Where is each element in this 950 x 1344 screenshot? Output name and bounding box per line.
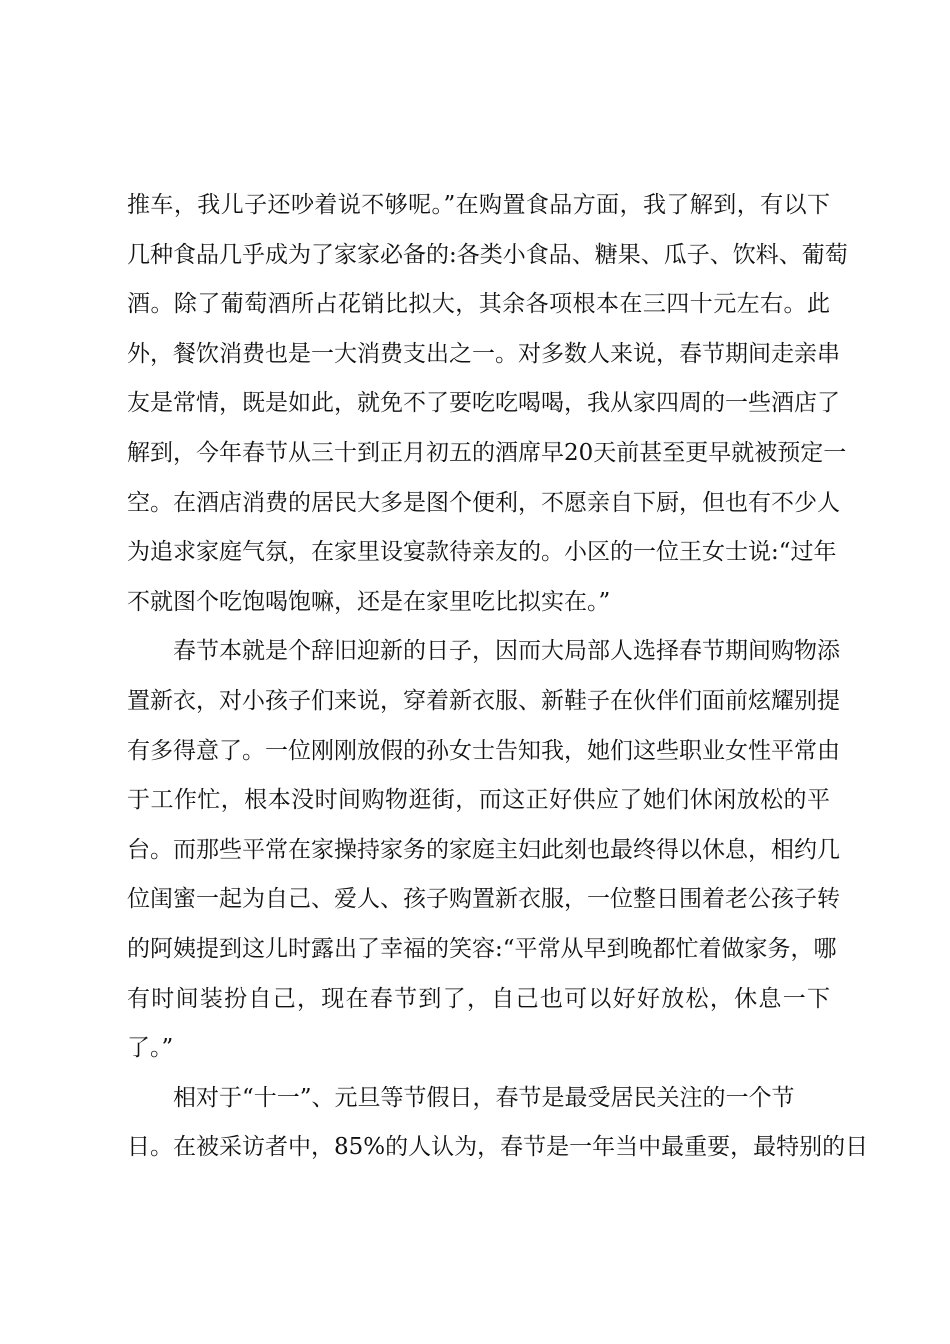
text-line: 了。” <box>127 1035 174 1062</box>
text-line: 酒。除了葡萄酒所占花销比拟大，其余各项根本在三四十元左右。此 <box>127 291 830 318</box>
text-line: 不就图个吃饱喝饱嘛，还是在家里吃比拟实在。” <box>127 588 611 615</box>
text-line: 置新衣，对小孩子们来说，穿着新衣服、新鞋子在伙伴们面前炫耀别提 <box>127 687 840 714</box>
text-line: 几种食品几乎成为了家家必备的:各类小食品、糖果、瓜子、饮料、葡萄 <box>127 241 848 268</box>
paragraph-3 <box>127 1074 869 1173</box>
text-line: 空。在酒店消费的居民大多是图个便利，不愿亲自下厨，但也有不少人 <box>127 489 840 516</box>
text-line: 的阿姨提到这儿时露出了幸福的笑容:“平常从早到晚都忙着做家务，哪 <box>127 935 837 962</box>
text-line: 台。而那些平常在家操持家务的家庭主妇此刻也最终得以休息，相约几 <box>127 836 840 863</box>
paragraph-1 <box>127 181 848 627</box>
text-line: 友是常情，既是如此，就免不了要吃吃喝喝，我从家四周的一些酒店了 <box>127 390 840 417</box>
text-line: 外，餐饮消费也是一大消费支出之一。对多数人来说，春节期间走亲串 <box>127 340 840 367</box>
text-line: 于工作忙，根本没时间购物逛街，而这正好供应了她们休闲放松的平 <box>127 787 830 814</box>
text-line: 位闺蜜一起为自己、爱人、孩子购置新衣服，一位整日围着老公孩子转 <box>127 886 840 913</box>
text-line-content: 相对于“十一”、元旦等节假日，春节是最受居民关注的一个节 <box>173 1084 795 1111</box>
text-line: 为追求家庭气氛，在家里设宴款待亲友的。小区的一位王女士说:“过年 <box>127 539 837 566</box>
text-line-indented <box>127 627 840 677</box>
text-line: 推车，我儿子还吵着说不够呢。”在购置食品方面，我了解到，有以下 <box>127 192 830 218</box>
document-body <box>127 181 869 1173</box>
paragraph-2 <box>127 627 840 1073</box>
text-line: 解到，今年春节从三十到正月初五的酒席早20天前甚至更早就被预定一 <box>127 439 847 466</box>
text-line: 日。在被采访者中，85%的人认为，春节是一年当中最重要，最特别的日 <box>127 1134 869 1161</box>
text-line-content: 春节本就是个辞旧迎新的日子，因而大局部人选择春节期间购物添 <box>173 638 840 665</box>
text-line: 有多得意了。一位刚刚放假的孙女士告知我，她们这些职业女性平常由 <box>127 737 840 764</box>
text-line-indented <box>127 1074 830 1124</box>
text-line: 有时间装扮自己，现在春节到了，自己也可以好好放松，休息一下 <box>127 985 830 1012</box>
